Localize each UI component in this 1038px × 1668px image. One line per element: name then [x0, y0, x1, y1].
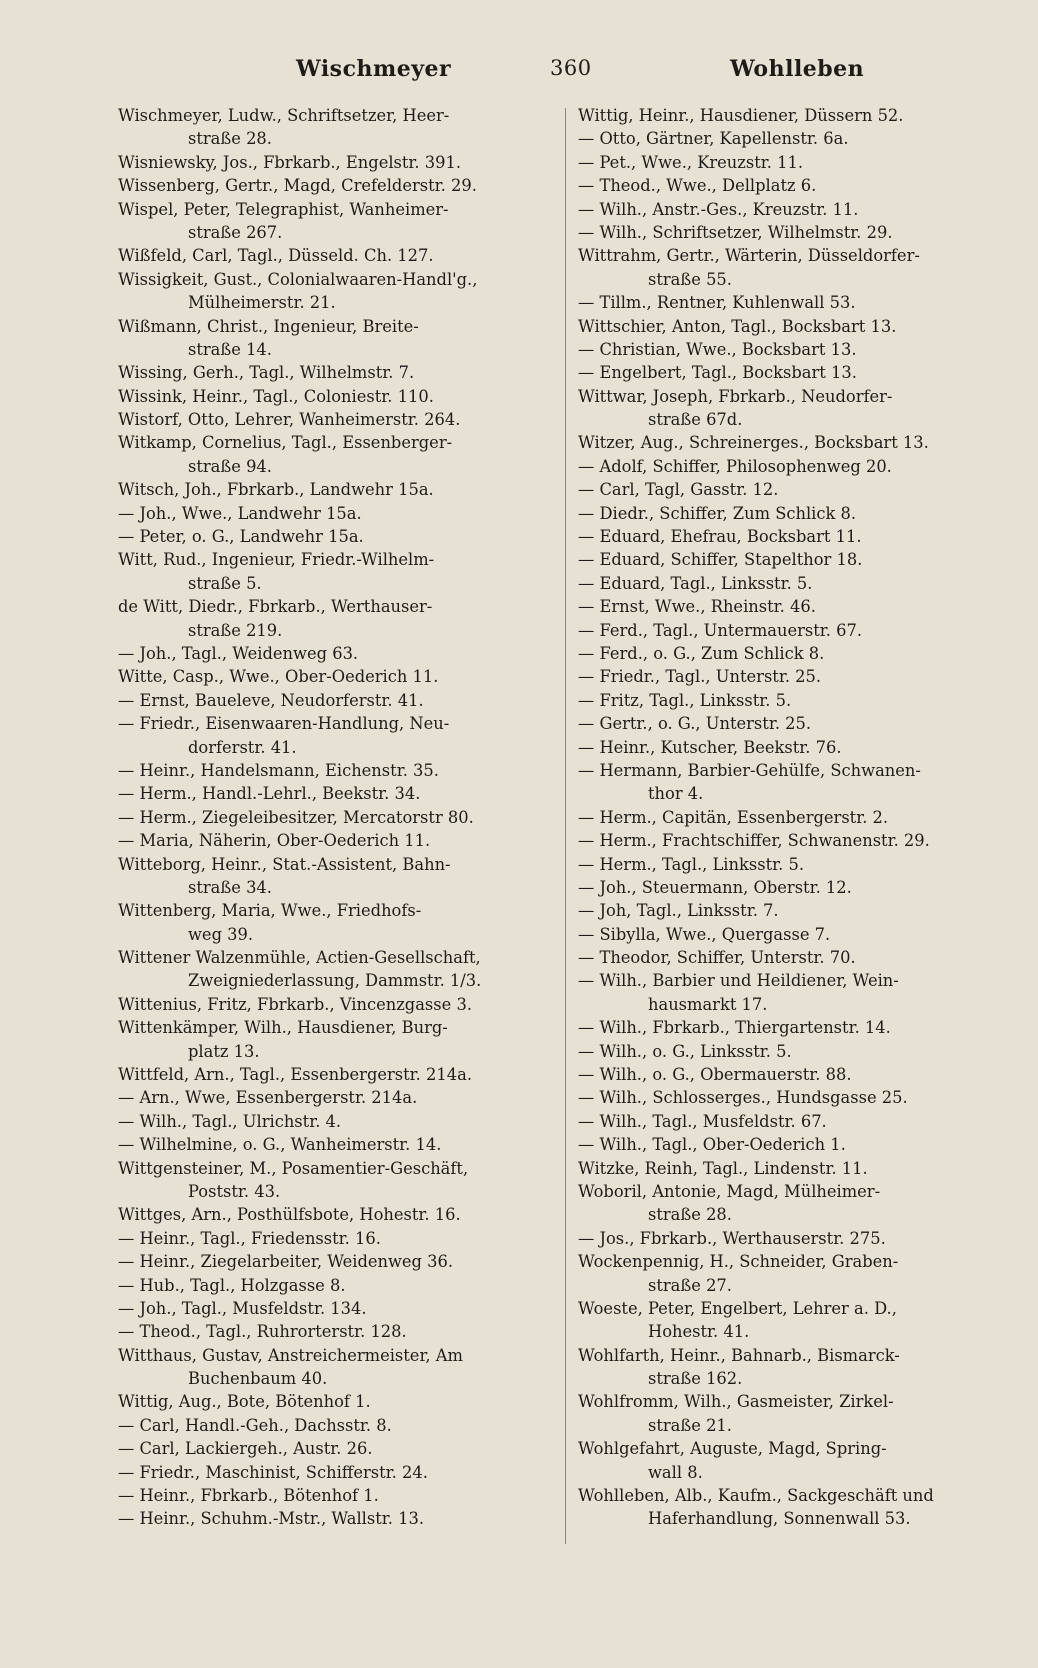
- directory-entry-line: — Herm., Capitän, Essenbergerstr. 2.: [578, 807, 889, 827]
- directory-entry-line: — Fritz, Tagl., Linksstr. 5.: [578, 690, 792, 710]
- directory-entry-line: Woboril, Antonie, Magd, Mülheimer-: [578, 1181, 881, 1201]
- directory-entry-line: Wissing, Gerh., Tagl., Wilhelmstr. 7.: [118, 363, 415, 383]
- directory-entry-line: Witt, Rud., Ingenieur, Friedr.-Wilhelm-: [118, 550, 435, 570]
- directory-entry-line: straße 67d.: [648, 410, 743, 430]
- directory-entry-line: Haferhandlung, Sonnenwall 53.: [648, 1509, 911, 1529]
- directory-entry-line: Wittgensteiner, M., Posamentier-Geschäft,: [118, 1158, 469, 1178]
- directory-entry-line: Wischmeyer, Ludw., Schriftsetzer, Heer-: [118, 106, 450, 125]
- directory-entry-line: straße 28.: [648, 1205, 732, 1225]
- directory-entry-line: — Friedr., Tagl., Unterstr. 25.: [578, 667, 822, 687]
- directory-entry-line: — Theod., Tagl., Ruhrorterstr. 128.: [118, 1322, 407, 1342]
- directory-entry-line: Wissink, Heinr., Tagl., Coloniestr. 110.: [118, 386, 434, 406]
- directory-entry-line: Wittschier, Anton, Tagl., Bocksbart 13.: [578, 316, 897, 336]
- directory-entry-line: Wohlleben, Alb., Kaufm., Sackgeschäft und: [578, 1486, 934, 1506]
- directory-entry-line: — Herm., Handl.-Lehrl., Beekstr. 34.: [118, 784, 421, 804]
- directory-entry-line: — Wilh., Schlosserges., Hundsgasse 25.: [578, 1088, 908, 1108]
- directory-entry-line: straße 27.: [648, 1275, 732, 1295]
- directory-entry-line: — Engelbert, Tagl., Bocksbart 13.: [578, 363, 857, 383]
- directory-entry-line: — Carl, Handl.-Geh., Dachsstr. 8.: [118, 1415, 392, 1435]
- directory-entry-line: — Hub., Tagl., Holzgasse 8.: [118, 1275, 346, 1295]
- directory-entry-line: — Christian, Wwe., Bocksbart 13.: [578, 339, 857, 359]
- directory-entry-line: Wohlfarth, Heinr., Bahnarb., Bismarck-: [578, 1345, 900, 1365]
- directory-entry-line: Wisniewsky, Jos., Fbrkarb., Engelstr. 391.: [118, 152, 462, 172]
- directory-entry-line: Wittrahm, Gertr., Wärterin, Düsseldorfer-: [578, 246, 920, 266]
- directory-entry-line: Wittges, Arn., Posthülfsbote, Hohestr. 16.: [118, 1205, 461, 1225]
- directory-entry-line: — Wilh., o. G., Linksstr. 5.: [578, 1041, 792, 1061]
- page-number: 360: [550, 56, 592, 80]
- directory-entry-line: Mülheimerstr. 21.: [188, 293, 336, 313]
- directory-entry-line: — Eduard, Tagl., Linksstr. 5.: [578, 573, 813, 593]
- directory-entry-line: Witte, Casp., Wwe., Ober-Oederich 11.: [118, 667, 439, 687]
- directory-entry-line: straße 267.: [188, 222, 283, 242]
- left-column: [118, 104, 544, 1531]
- directory-entry-line: Wissenberg, Gertr., Magd, Crefelderstr. 29.: [118, 176, 477, 196]
- directory-entry-line: — Heinr., Handelsmann, Eichenstr. 35.: [118, 760, 439, 780]
- directory-entry-line: — Joh., Tagl., Weidenweg 63.: [118, 643, 359, 663]
- directory-entry-line: — Adolf, Schiffer, Philosophenweg 20.: [578, 456, 892, 476]
- directory-entry-line: — Wilh., o. G., Obermauerstr. 88.: [578, 1065, 852, 1085]
- directory-entry-line: — Heinr., Tagl., Friedensstr. 16.: [118, 1228, 381, 1248]
- directory-entry-line: — Wilh., Barbier und Heildiener, Wein-: [578, 971, 899, 991]
- directory-entry-line: — Friedr., Maschinist, Schifferstr. 24.: [118, 1462, 428, 1482]
- directory-entry-line: — Maria, Näherin, Ober-Oederich 11.: [118, 831, 431, 851]
- directory-entry-line: — Joh., Tagl., Musfeldstr. 134.: [118, 1298, 367, 1318]
- directory-entry-line: Wittener Walzenmühle, Actien-Gesellschaft,: [118, 948, 481, 968]
- directory-entry-line: — Sibylla, Wwe., Quergasse 7.: [578, 924, 831, 944]
- directory-entry-line: — Pet., Wwe., Kreuzstr. 11.: [578, 152, 803, 172]
- directory-entry-line: — Theod., Wwe., Dellplatz 6.: [578, 176, 817, 196]
- directory-entry-line: Witsch, Joh., Fbrkarb., Landwehr 15a.: [118, 480, 434, 500]
- directory-entry-line: Wohlgefahrt, Auguste, Magd, Spring-: [578, 1439, 887, 1459]
- directory-entry-line: — Wilh., Tagl., Musfeldstr. 67.: [578, 1111, 827, 1131]
- directory-entry-line: — Joh, Tagl., Linksstr. 7.: [578, 901, 779, 921]
- directory-entry-line: — Hermann, Barbier-Gehülfe, Schwanen-: [578, 760, 921, 780]
- directory-entry-line: Wittenius, Fritz, Fbrkarb., Vincenzgasse 3.: [118, 994, 472, 1014]
- directory-entry-line: — Eduard, Schiffer, Stapelthor 18.: [578, 550, 863, 570]
- directory-entry-line: — Gertr., o. G., Unterstr. 25.: [578, 714, 812, 734]
- directory-entry-line: Wissigkeit, Gust., Colonialwaaren-Handl'g.,: [118, 269, 478, 289]
- directory-entry-line: — Eduard, Ehefrau, Bocksbart 11.: [578, 527, 862, 547]
- directory-entry-line: Witkamp, Cornelius, Tagl., Essenberger-: [118, 433, 453, 453]
- directory-entry-line: — Arn., Wwe, Essenbergerstr. 214a.: [118, 1088, 418, 1108]
- directory-entry-line: Poststr. 43.: [188, 1181, 281, 1201]
- directory-entry-line: — Ernst, Baueleve, Neudorferstr. 41.: [118, 690, 424, 710]
- directory-entry-line: straße 162.: [648, 1369, 743, 1389]
- running-head-left: Wischmeyer: [296, 56, 452, 82]
- directory-entry-line: — Ernst, Wwe., Rheinstr. 46.: [578, 597, 816, 617]
- directory-entry-line: — Wilh., Tagl., Ulrichstr. 4.: [118, 1111, 342, 1131]
- directory-entry-line: — Ferd., Tagl., Untermauerstr. 67.: [578, 620, 863, 640]
- directory-entry-line: — Theodor, Schiffer, Unterstr. 70.: [578, 948, 856, 968]
- directory-entry-line: — Ferd., o. G., Zum Schlick 8.: [578, 643, 825, 663]
- column-divider: [565, 108, 566, 1544]
- directory-entry-line: — Herm., Frachtschiffer, Schwanenstr. 29.: [578, 831, 930, 851]
- directory-entry-line: — Friedr., Eisenwaaren-Handlung, Neu-: [118, 714, 450, 734]
- directory-entry-line: — Wilhelmine, o. G., Wanheimerstr. 14.: [118, 1135, 442, 1155]
- directory-entry-line: Wittig, Heinr., Hausdiener, Düssern 52.: [578, 106, 904, 125]
- directory-entry-line: — Carl, Lackiergeh., Austr. 26.: [118, 1439, 373, 1459]
- directory-entry-line: Zweigniederlassung, Dammstr. 1/3.: [188, 971, 482, 991]
- directory-entry-line: Wockenpennig, H., Schneider, Graben-: [578, 1252, 899, 1272]
- directory-entry-line: thor 4.: [648, 784, 704, 804]
- directory-entry-line: Wittig, Aug., Bote, Bötenhof 1.: [118, 1392, 371, 1412]
- directory-entry-line: — Heinr., Ziegelarbeiter, Weidenweg 36.: [118, 1252, 454, 1272]
- directory-entry-line: — Joh., Steuermann, Oberstr. 12.: [578, 877, 852, 897]
- directory-entry-line: — Heinr., Schuhm.-Mstr., Wallstr. 13.: [118, 1509, 425, 1529]
- running-head-right: Wohlleben: [730, 56, 865, 82]
- directory-entry-line: — Peter, o. G., Landwehr 15a.: [118, 527, 364, 547]
- directory-entry-line: Witteborg, Heinr., Stat.-Assistent, Bahn-: [118, 854, 451, 874]
- directory-entry-line: Wittfeld, Arn., Tagl., Essenbergerstr. 214a.: [118, 1065, 472, 1085]
- right-column: [578, 104, 1008, 1531]
- directory-entry-line: — Heinr., Kutscher, Beekstr. 76.: [578, 737, 842, 757]
- directory-entry-line: — Wilh., Schriftsetzer, Wilhelmstr. 29.: [578, 222, 893, 242]
- directory-entry-line: Wispel, Peter, Telegraphist, Wanheimer-: [118, 199, 449, 219]
- directory-entry-line: — Joh., Wwe., Landwehr 15a.: [118, 503, 362, 523]
- directory-entry-line: Wistorf, Otto, Lehrer, Wanheimerstr. 264.: [118, 410, 461, 430]
- directory-entry-line: straße 94.: [188, 456, 272, 476]
- directory-entry-line: Hohestr. 41.: [648, 1322, 750, 1342]
- directory-entry-line: Wißmann, Christ., Ingenieur, Breite-: [118, 316, 419, 336]
- directory-entry-line: Witzke, Reinh, Tagl., Lindenstr. 11.: [578, 1158, 868, 1178]
- directory-entry-line: Witzer, Aug., Schreinerges., Bocksbart 13.: [578, 433, 929, 453]
- directory-entry-line: straße 14.: [188, 339, 272, 359]
- directory-entry-line: straße 21.: [648, 1415, 732, 1435]
- directory-entry-line: straße 55.: [648, 269, 732, 289]
- directory-entry-line: — Herm., Tagl., Linksstr. 5.: [578, 854, 804, 874]
- directory-entry-line: Wittenkämper, Wilh., Hausdiener, Burg-: [118, 1018, 448, 1038]
- directory-entry-line: — Carl, Tagl, Gasstr. 12.: [578, 480, 779, 500]
- directory-entry-line: straße 5.: [188, 573, 262, 593]
- directory-entry-line: — Wilh., Fbrkarb., Thiergartenstr. 14.: [578, 1018, 891, 1038]
- directory-entry-line: weg 39.: [188, 924, 254, 944]
- directory-entry-line: Wißfeld, Carl, Tagl., Düsseld. Ch. 127.: [118, 246, 434, 266]
- directory-entry-line: dorferstr. 41.: [188, 737, 297, 757]
- directory-entry-line: hausmarkt 17.: [648, 994, 768, 1014]
- directory-entry-line: Wittwar, Joseph, Fbrkarb., Neudorfer-: [578, 386, 893, 406]
- directory-entry-line: — Herm., Ziegeleibesitzer, Mercatorstr 80.: [118, 807, 474, 827]
- directory-entry-line: — Wilh., Anstr.-Ges., Kreuzstr. 11.: [578, 199, 859, 219]
- directory-entry-line: wall 8.: [648, 1462, 703, 1482]
- directory-entry-line: Buchenbaum 40.: [188, 1369, 328, 1389]
- directory-entry-line: straße 219.: [188, 620, 283, 640]
- directory-entry-line: Witthaus, Gustav, Anstreichermeister, Am: [118, 1345, 463, 1365]
- directory-entry-line: platz 13.: [188, 1041, 260, 1061]
- directory-entry-line: de Witt, Diedr., Fbrkarb., Werthauser-: [118, 597, 433, 617]
- directory-entry-line: — Diedr., Schiffer, Zum Schlick 8.: [578, 503, 857, 523]
- page-header: [118, 56, 1018, 90]
- directory-entry-line: straße 34.: [188, 877, 272, 897]
- directory-entry-line: — Heinr., Fbrkarb., Bötenhof 1.: [118, 1486, 379, 1506]
- directory-entry-line: — Jos., Fbrkarb., Werthauserstr. 275.: [578, 1228, 886, 1248]
- directory-entry-line: straße 28.: [188, 129, 272, 149]
- directory-entry-line: — Wilh., Tagl., Ober-Oederich 1.: [578, 1135, 846, 1155]
- directory-entry-line: — Tillm., Rentner, Kuhlenwall 53.: [578, 293, 856, 313]
- directory-entry-line: Wittenberg, Maria, Wwe., Friedhofs-: [118, 901, 422, 921]
- directory-entry-line: Woeste, Peter, Engelbert, Lehrer a. D.,: [578, 1298, 897, 1318]
- directory-entry-line: Wohlfromm, Wilh., Gasmeister, Zirkel-: [578, 1392, 894, 1412]
- directory-entry-line: — Otto, Gärtner, Kapellenstr. 6a.: [578, 129, 849, 149]
